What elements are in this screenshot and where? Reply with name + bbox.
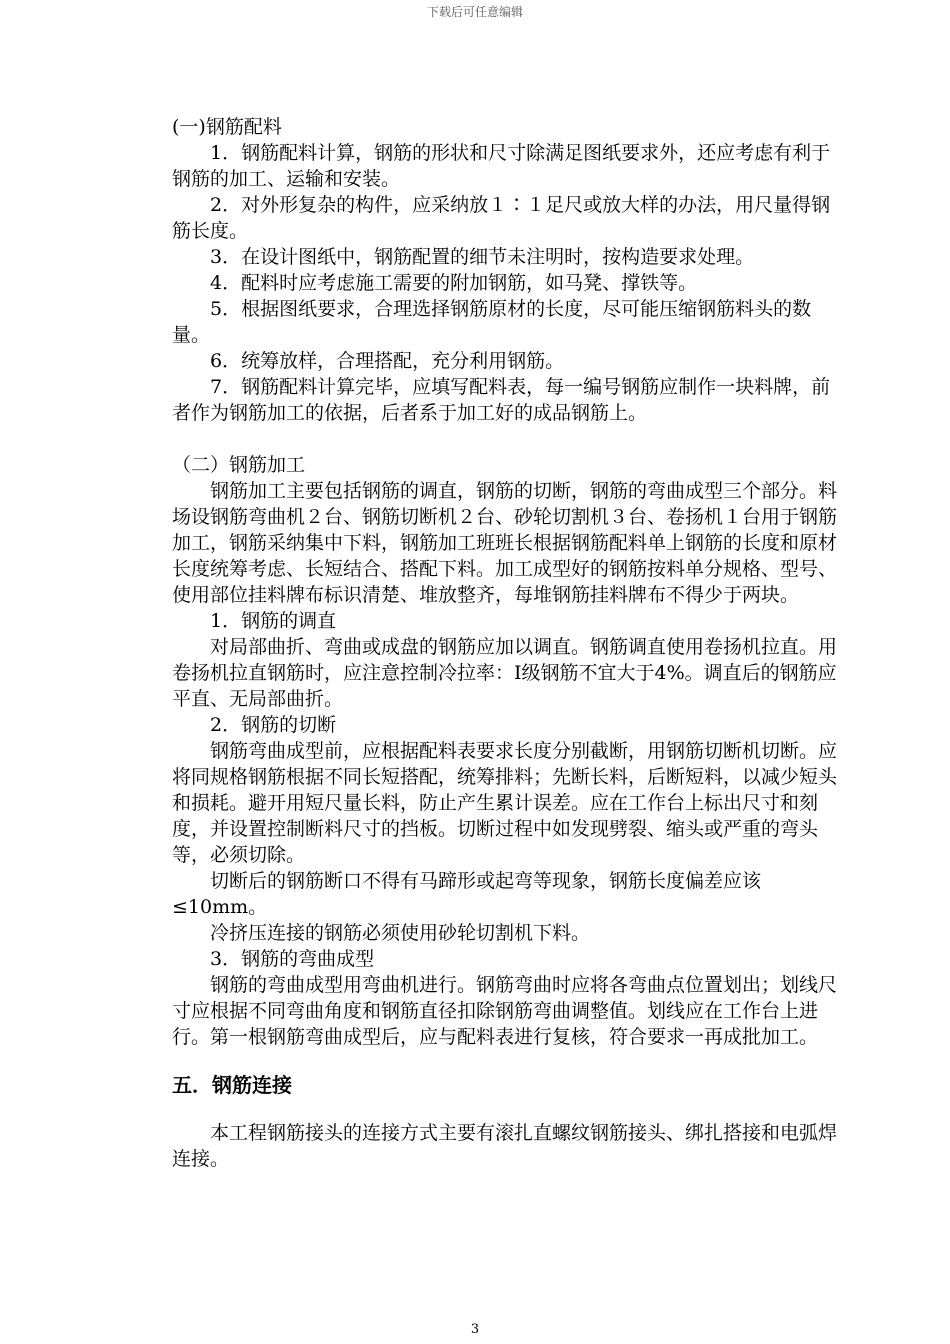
paragraph: 本工程钢筋接头的连接方式主要有滚扎直螺纹钢筋接头、绑扎搭接和电弧焊连接。 — [172, 1122, 838, 1170]
list-item: 5．根据图纸要求，合理选择钢筋原材的长度，尽可能压缩钢筋料头的数量。 — [172, 298, 812, 346]
paragraph: 对局部曲折、弯曲或成盘的钢筋应加以调直。钢筋调直使用卷扬机拉直。用卷扬机拉直钢筋时，应注意控制冷拉率：Ⅰ级钢筋不宜大于4%。调直后的钢筋应平直、无局部曲折。 — [172, 636, 838, 710]
subheading-straightening: 1．钢筋的调直 — [210, 610, 337, 632]
paragraph: 切断后的钢筋断口不得有马蹄形或起弯等现象，钢筋长度偏差应该≤10mm。 — [172, 870, 762, 918]
list-item: 4．配料时应考虑施工需要的附加钢筋，如马凳、撑铁等。 — [210, 272, 698, 294]
page-header: 下载后可任意编辑 — [426, 5, 523, 19]
paragraph: 钢筋加工主要包括钢筋的调直，钢筋的切断，钢筋的弯曲成型三个部分。料场设钢筋弯曲机２台、钢筋切断机２台、砂轮切割机３台、卷扬机１台用于钢筋加工，钢筋采纳集中下料，钢筋加工班班长根据钢筋配料单上钢筋的长度和原材长度统筹考虑、长短结合、搭配下料。加工成型好的钢筋按料单分规格、型号、使用部位挂料牌布标识清楚、堆放整齐，每堆钢筋挂料牌布不得少于两块。 — [172, 480, 838, 606]
section-heading-rebar-connection: 五．钢筋连接 — [172, 1073, 292, 1097]
list-item: 3．在设计图纸中，钢筋配置的细节未注明时，按构造要求处理。 — [210, 246, 755, 268]
spacer — [172, 426, 842, 452]
paragraph: 钢筋弯曲成型前，应根据配料表要求长度分别截断，用钢筋切断机切断。应将同规格钢筋根据不同长短搭配，统筹排料；先断长料，后断短料，以减少短头和损耗。避开用短尺量长料，防止产生累计误差。应在工作台上标出尺寸和刻度，并设置控制断料尺寸的挡板。切断过程中如发现劈裂、缩头或严重的弯头等，必须切除。 — [172, 740, 838, 866]
subheading-bending: 3．钢筋的弯曲成型 — [210, 948, 375, 970]
list-item: 1．钢筋配料计算，钢筋的形状和尺寸除满足图纸要求外，还应考虑有利于钢筋的加工、运输和安装。 — [172, 142, 831, 190]
list-item: 2．对外形复杂的构件，应采纳放１∶１足尺或放大样的办法，用尺量得钢筋长度。 — [172, 194, 831, 242]
list-item: 7．钢筋配料计算完毕，应填写配料表，每一编号钢筋应制作一块料牌，前者作为钢筋加工的依据，后者系于加工好的成品钢筋上。 — [172, 376, 831, 424]
list-item: 6．统筹放样，合理搭配，充分利用钢筋。 — [210, 350, 565, 372]
document-body — [172, 114, 842, 1172]
paragraph: 冷挤压连接的钢筋必须使用砂轮切割机下料。 — [210, 922, 591, 944]
section-heading-rebar-processing: （二）钢筋加工 — [172, 454, 306, 476]
subheading-cutting: 2．钢筋的切断 — [210, 714, 337, 736]
paragraph: 钢筋的弯曲成型用弯曲机进行。钢筋弯曲时应将各弯曲点位置划出；划线尺寸应根据不同弯曲角度和钢筋直径扣除钢筋弯曲调整值。划线应在工作台上进行。第一根钢筋弯曲成型后，应与配料表进行复核，符合要求一再成批加工。 — [172, 974, 838, 1048]
section-heading-rebar-batching: (一)钢筋配料 — [172, 116, 282, 138]
page-number: 3 — [470, 1322, 480, 1337]
